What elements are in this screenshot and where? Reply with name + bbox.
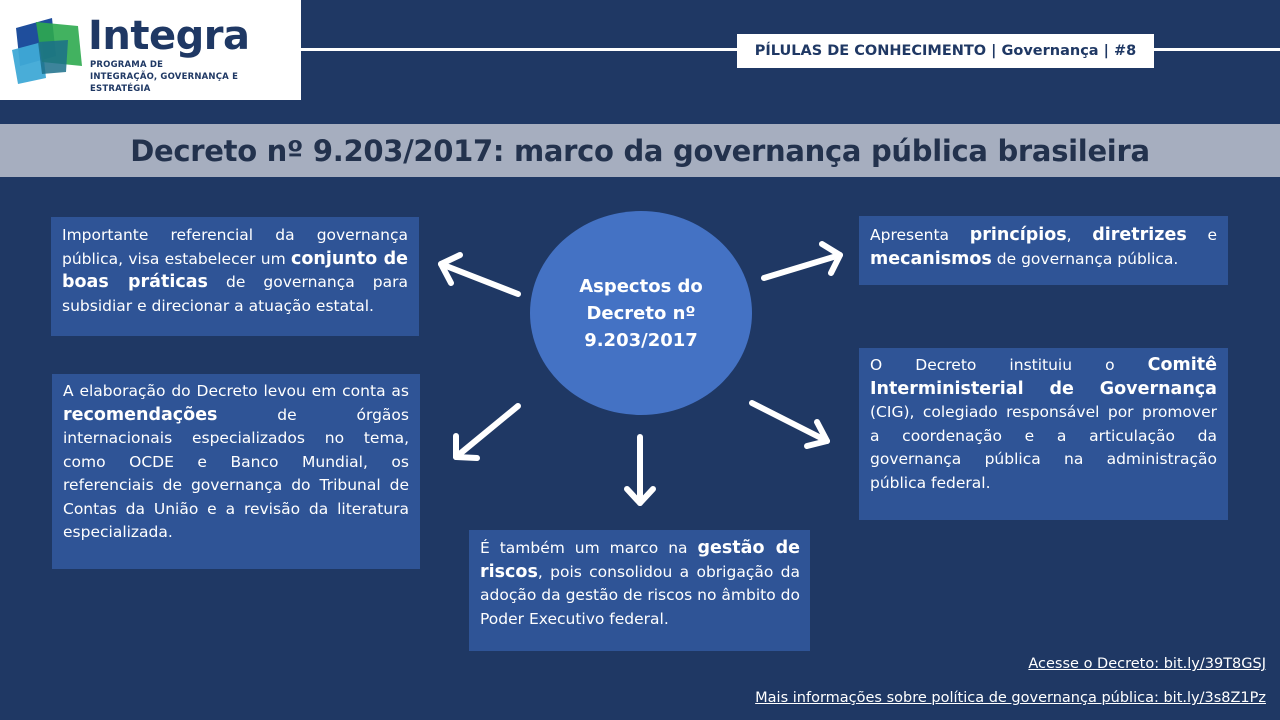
box-text: (CIG), colegiado responsável por promover a coordenação e a articulação da governança pública na administração pública federal. [870, 403, 1217, 492]
box-highlight: gestão de riscos [480, 538, 800, 582]
center-line1: Aspectos do [579, 275, 703, 297]
box-text: , [1066, 226, 1093, 244]
policy-link[interactable]: Mais informações sobre política de governança pública: bit.ly/3s8Z1Pz [755, 690, 1266, 706]
info-box-committee [859, 348, 1228, 520]
arrow-to-mid-right-icon [752, 403, 827, 446]
box-text: , pois consolidou a obrigação da adoção da gestão de riscos no âmbito do Poder Executivo federal. [480, 562, 800, 628]
page-title: Decreto nº 9.203/2017: marco da governança pública brasileira [130, 133, 1150, 168]
box-highlight: recomendações [63, 404, 218, 425]
box-text: O Decreto instituiu o [870, 356, 1148, 374]
box-text: A elaboração do Decreto levou em conta as [63, 382, 409, 400]
arrow-to-top-left-icon [441, 255, 518, 294]
center-line3: 9.203/2017 [584, 329, 698, 351]
logo-subtitle-line2: INTEGRAÇÃO, GOVERNANÇA E ESTRATÉGIA [90, 72, 239, 94]
logo-subtitle [90, 59, 301, 95]
info-box-good-practices [51, 217, 419, 336]
box-highlight: Comitê Interministerial de Governança [870, 355, 1217, 399]
box-highlight: mecanismos [870, 248, 992, 269]
center-circle-text [566, 273, 716, 354]
integra-logo-mark-icon [12, 16, 84, 84]
arrow-to-top-right-icon [764, 244, 840, 278]
box-text: de governança pública. [991, 249, 1179, 268]
box-text: Importante referencial da governança pública, visa estabelecer um [62, 226, 408, 268]
box-text: e [1186, 226, 1217, 244]
decree-link[interactable]: Acesse o Decreto: bit.ly/39T8GSJ [1028, 656, 1266, 672]
center-circle [530, 211, 752, 415]
center-line2: Decreto nº [586, 302, 696, 324]
box-text: É também um marco na [480, 539, 698, 557]
box-highlight: diretrizes [1092, 225, 1187, 245]
logo-subtitle-line1: PROGRAMA DE [90, 60, 164, 70]
arrow-to-mid-left-icon [456, 406, 518, 458]
info-box-principles [859, 216, 1228, 285]
info-box-risk-management [469, 530, 810, 651]
box-highlight: princípios [969, 225, 1067, 245]
box-text: de governança para subsidiar e direcionar a atuação estatal. [62, 273, 408, 315]
box-text: de órgãos internacionais especializados no tema, como OCDE e Banco Mundial, os referenciais de governança do Tribunal de Contas da União e a revisão da literatura especializada. [63, 405, 409, 541]
info-box-recommendations [52, 374, 420, 569]
integra-logo [0, 0, 301, 100]
logo-title: Integra [88, 13, 250, 59]
box-text: Apresenta [870, 226, 970, 244]
box-highlight: conjunto de boas práticas [62, 248, 408, 292]
title-band [0, 124, 1280, 177]
arrow-down-icon [627, 437, 653, 503]
series-badge: PÍLULAS DE CONHECIMENTO | Governança | #8 [737, 34, 1154, 68]
